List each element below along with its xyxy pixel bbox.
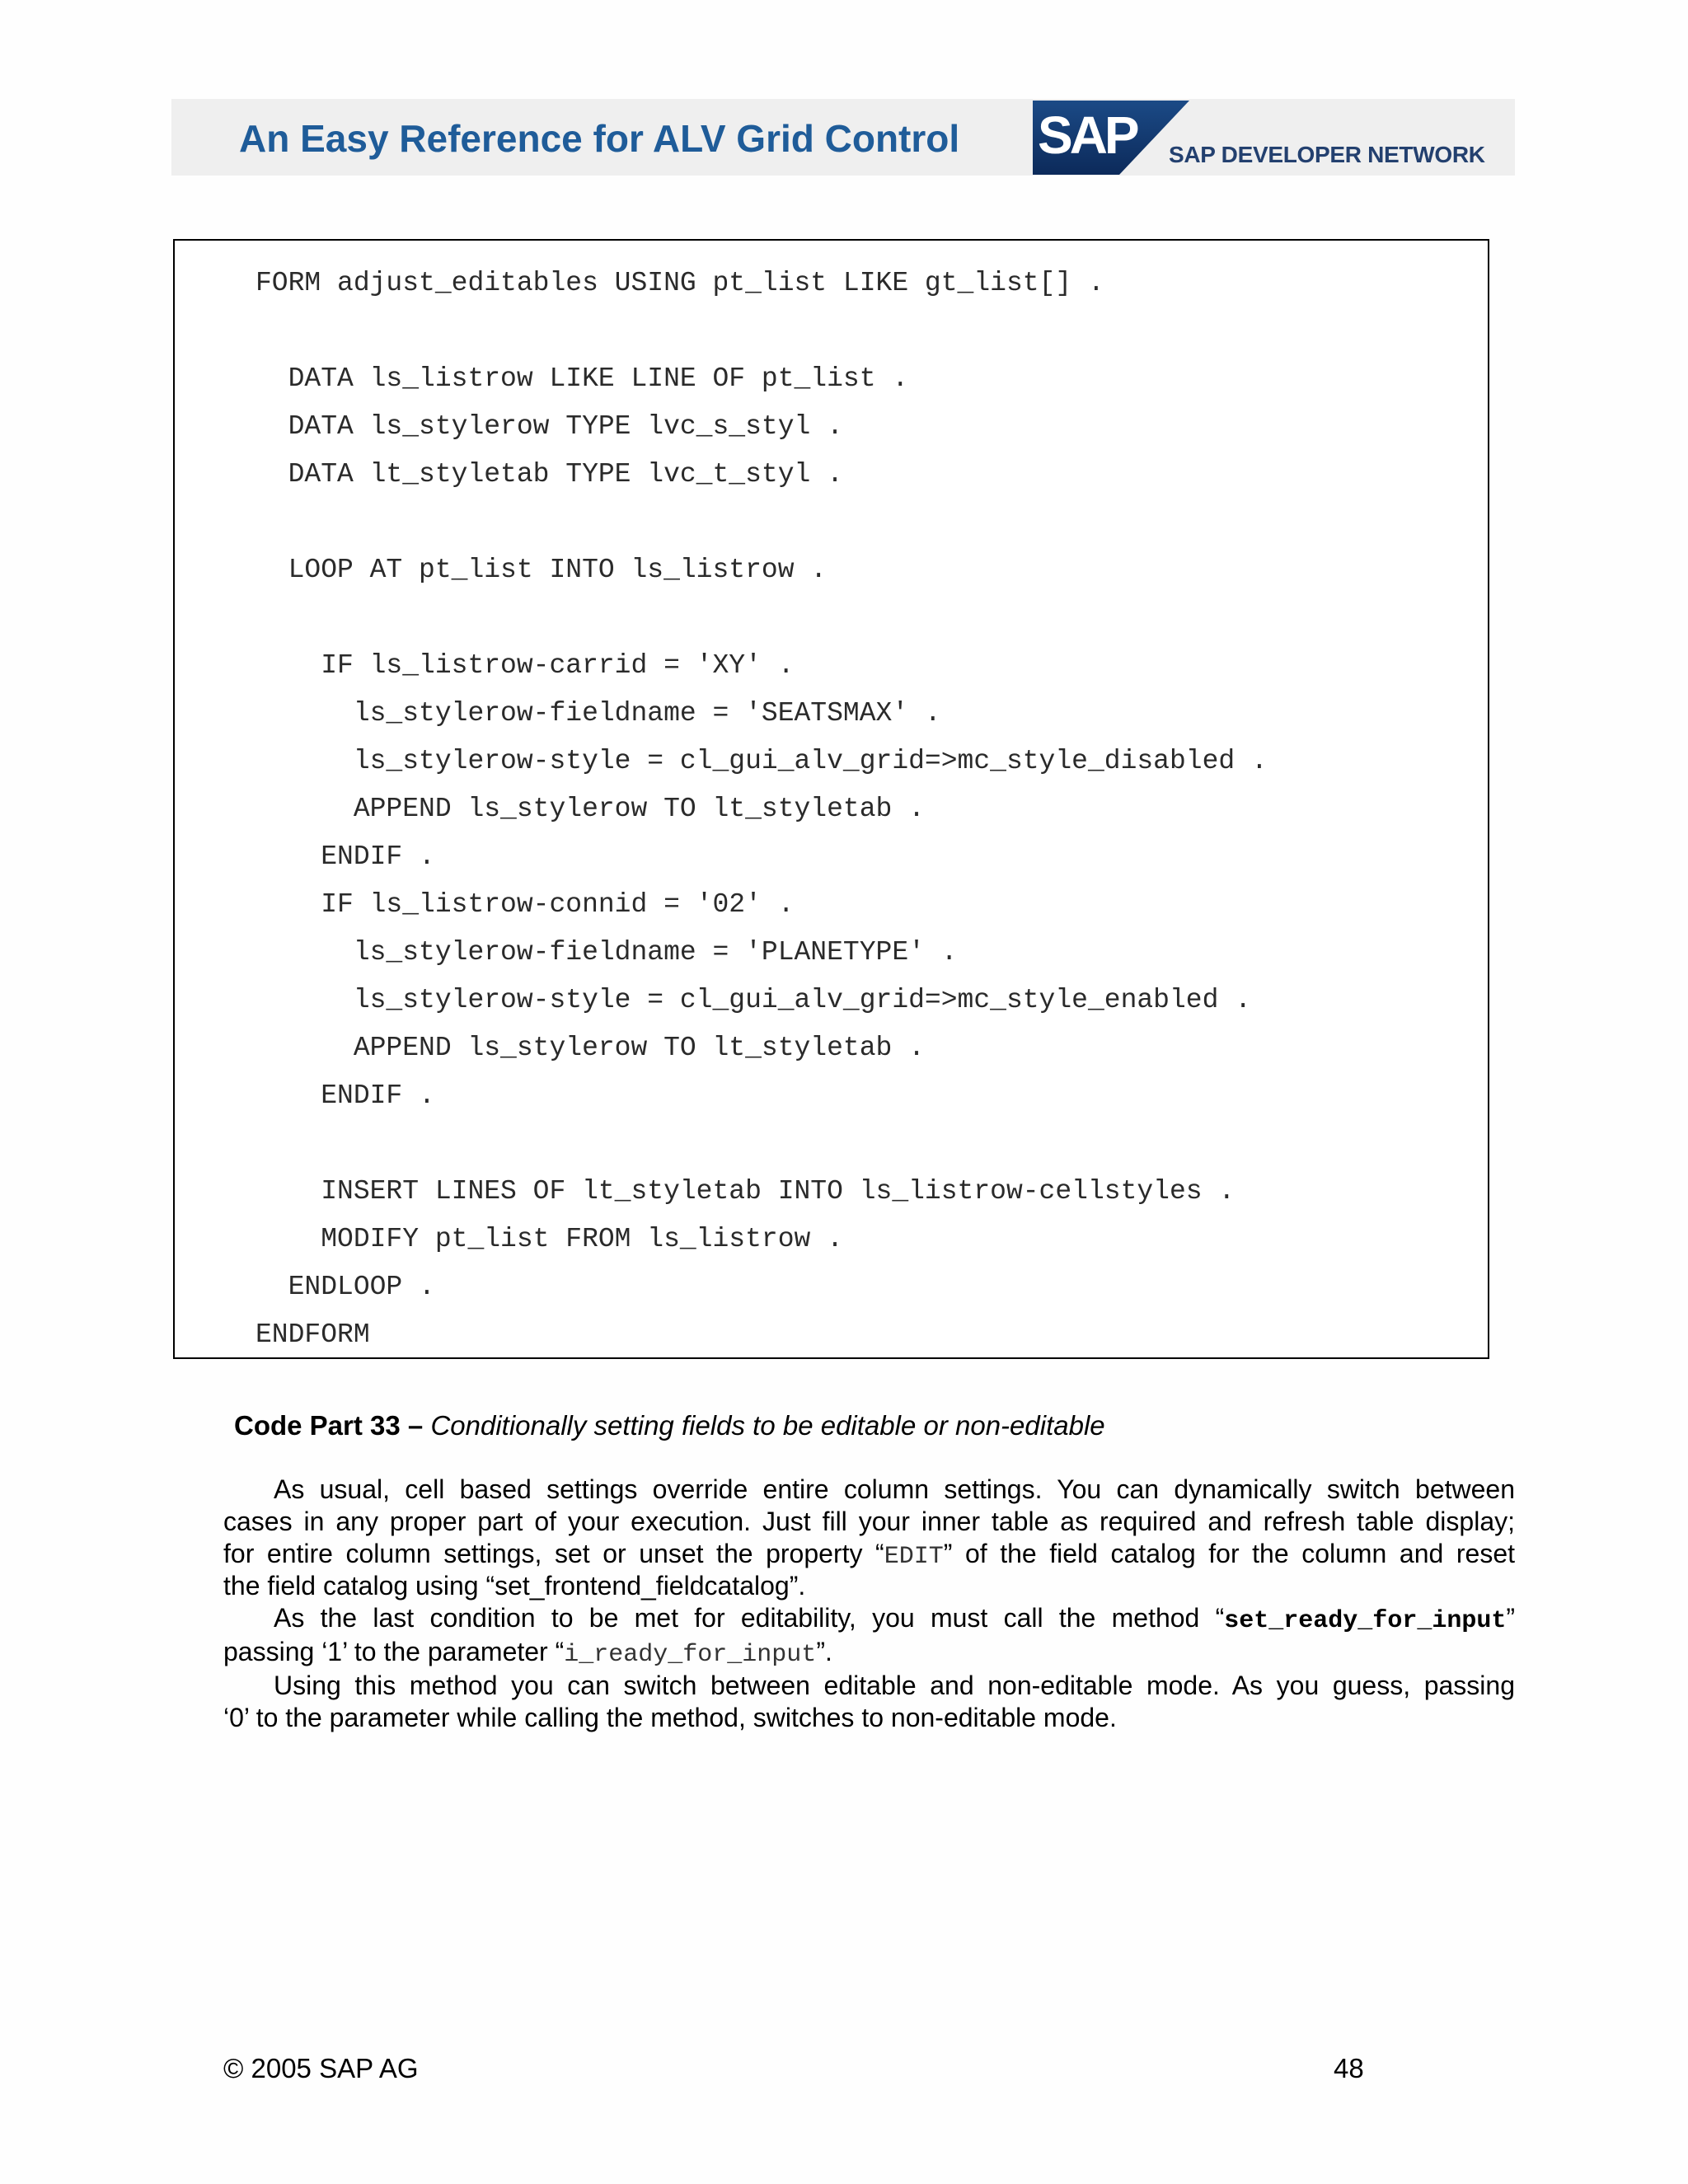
code-line: LOOP AT pt_list INTO ls_listrow .	[256, 555, 828, 585]
code-line: ls_stylerow-style = cl_gui_alv_grid=>mc_style_disabled .	[256, 746, 1268, 776]
developer-network-label: SAP DEVELOPER NETWORK	[1169, 142, 1485, 167]
code-line: FORM adjust_editables USING pt_list LIKE gt_list[] .	[256, 268, 1104, 298]
code-listing-box	[173, 239, 1489, 1359]
code-caption	[234, 1409, 1105, 1442]
code-line: DATA ls_listrow LIKE LINE OF pt_list .	[256, 363, 909, 394]
code-line: ENDLOOP .	[256, 1272, 435, 1302]
body-line: cases in any proper part of your execution. Just fill your inner table as required and refresh table display;	[223, 1507, 1515, 1536]
code-line: APPEND ls_stylerow TO lt_styletab .	[256, 794, 925, 824]
body-line: for entire column settings, set or unset the property “EDIT” of the field catalog for the column and reset	[223, 1539, 1516, 1571]
code-line: MODIFY pt_list FROM ls_listrow .	[256, 1224, 843, 1254]
caption-text: Conditionally setting fields to be editable or non-editable	[430, 1410, 1105, 1441]
body-line: the field catalog using “set_frontend_fieldcatalog”.	[223, 1571, 806, 1601]
code-line: APPEND ls_stylerow TO lt_styletab .	[256, 1033, 925, 1063]
code-line: ls_stylerow-fieldname = 'PLANETYPE' .	[256, 937, 958, 968]
code-line: ENDIF .	[256, 1080, 435, 1111]
code-line: ENDIF .	[256, 841, 435, 872]
body-line: ‘0’ to the parameter while calling the method, switches to non-editable mode.	[223, 1703, 1117, 1732]
body-line: passing ‘1’ to the parameter “i_ready_for_input”.	[223, 1637, 832, 1669]
code-line: DATA ls_stylerow TYPE lvc_s_styl .	[256, 411, 843, 442]
page-number: 48	[1334, 2053, 1364, 2083]
document-title: An Easy Reference for ALV Grid Control	[239, 117, 960, 160]
body-line: As the last condition to be met for editability, you must call the method “set_ready_for_input”	[274, 1603, 1515, 1635]
inline-code-bold: set_ready_for_input	[1224, 1607, 1507, 1635]
body-line: As usual, cell based settings override entire column settings. You can dynamically switch between	[274, 1474, 1515, 1504]
code-line: DATA lt_styletab TYPE lvc_t_styl .	[256, 459, 843, 490]
code-line: INSERT LINES OF lt_styletab INTO ls_listrow-cellstyles .	[256, 1176, 1236, 1207]
code-line: IF ls_listrow-connid = '02' .	[256, 889, 795, 920]
caption-label: Code Part 33 –	[234, 1410, 424, 1441]
footer-copyright: © 2005 SAP AG	[223, 2053, 419, 2083]
code-line: ls_stylerow-style = cl_gui_alv_grid=>mc_style_enabled .	[256, 985, 1251, 1015]
sap-logo	[1033, 101, 1189, 175]
inline-code: i_ready_for_input	[564, 1641, 817, 1669]
code-line: IF ls_listrow-carrid = 'XY' .	[256, 650, 795, 681]
sap-logo-text: SAP	[1038, 105, 1137, 165]
inline-code: EDIT	[884, 1543, 944, 1571]
code-line: ls_stylerow-fieldname = 'SEATSMAX' .	[256, 698, 941, 729]
body-line: Using this method you can switch between editable and non-editable mode. As you guess, passing	[274, 1671, 1515, 1700]
code-line: ENDFORM	[256, 1319, 370, 1350]
